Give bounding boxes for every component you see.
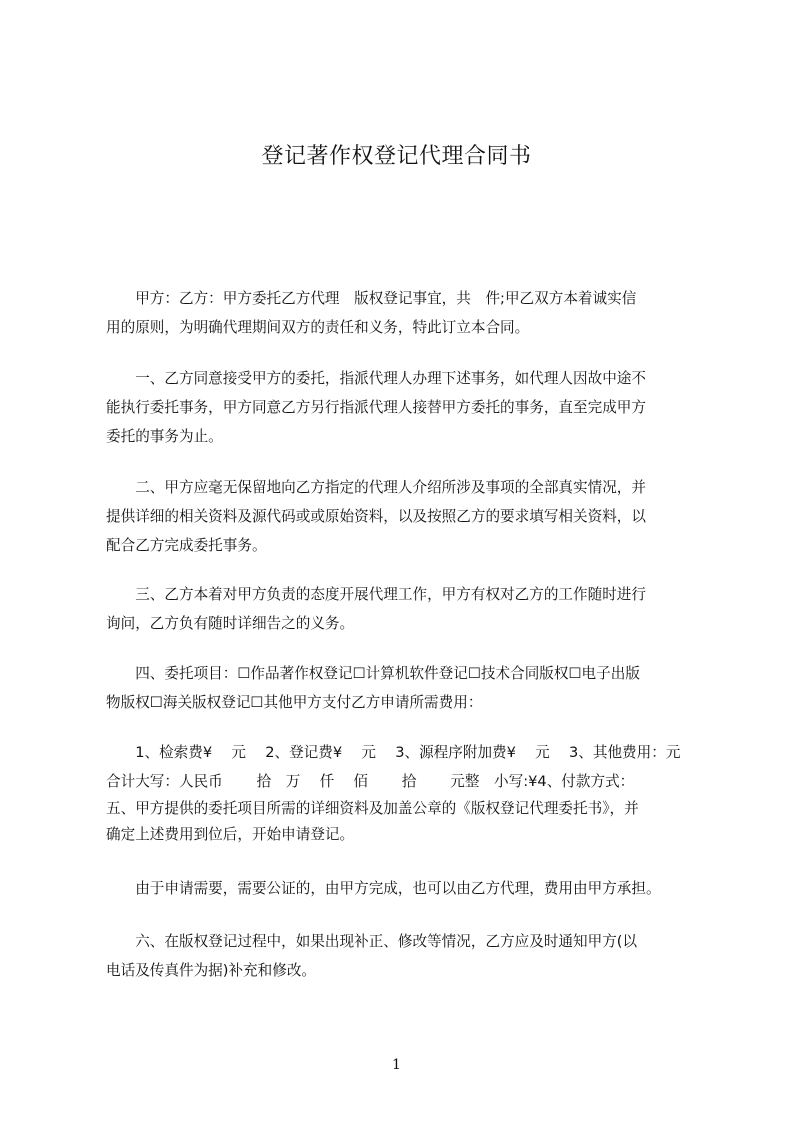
paragraph-line: 物版权☐海关版权登记☐其他甲方支付乙方申请所需费用： [106, 694, 483, 711]
paragraph-line: 五、甲方提供的委托项目所需的详细资料及加盖公章的《版权登记代理委托书》，并 [106, 800, 639, 817]
paragraph-line: 电话及传真件为据)补充和修改。 [106, 962, 317, 979]
paragraph-line: 委托的事务为止。 [106, 428, 223, 445]
paragraph-line: 甲方：乙方：甲方委托乙方代理 版权登记事宜，共 件;甲乙双方本着诚实信 [106, 290, 637, 307]
paragraph-line: 四、委托项目：☐作品著作权登记☐计算机软件登记☐技术合同版权☐电子出版 [106, 665, 640, 682]
paragraph-line: 用的原则，为明确代理期间双方的责任和义务，特此订立本合同。 [106, 319, 530, 336]
paragraph-line: 提供详细的相关资料及源代码或或原始资料，以及按照乙方的要求填写相关资料，以 [106, 508, 646, 525]
paragraph-line: 能执行委托事务，甲方同意乙方另行指派代理人接替甲方委托的事务，直至完成甲方 [106, 399, 646, 416]
paragraph-line: 合计大写：人民币 拾 万 仟 佰 拾 元整 小写:¥4、付款方式： [106, 773, 635, 790]
paragraph-line: 1、检索费¥ 元 2、登记费¥ 元 3、源程序附加费¥ 元 3、其他费用：元 [106, 744, 681, 761]
paragraph-line: 确定上述费用到位后，开始申请登记。 [106, 826, 355, 843]
paragraph-line: 三、乙方本着对甲方负责的态度开展代理工作，甲方有权对乙方的工作随时进行 [106, 586, 646, 603]
paragraph-line: 由于申请需要，需要公证的，由甲方完成，也可以由乙方代理，费用由甲方承担。 [106, 880, 661, 897]
paragraph-line: 配合乙方完成委托事务。 [106, 537, 267, 554]
document-title: 登记著作权登记代理合同书 [261, 144, 532, 169]
paragraph-line: 二、甲方应毫无保留地向乙方指定的代理人介绍所涉及事项的全部真实情况，并 [106, 479, 646, 496]
page-number: 1 [392, 1057, 401, 1073]
paragraph-line: 六、在版权登记过程中，如果出现补正、修改等情况，乙方应及时通知甲方(以 [106, 933, 638, 950]
paragraph-line: 一、乙方同意接受甲方的委托，指派代理人办理下述事务，如代理人因故中途不 [106, 370, 646, 387]
paragraph-line: 询问，乙方负有随时详细告之的义务。 [106, 615, 355, 632]
